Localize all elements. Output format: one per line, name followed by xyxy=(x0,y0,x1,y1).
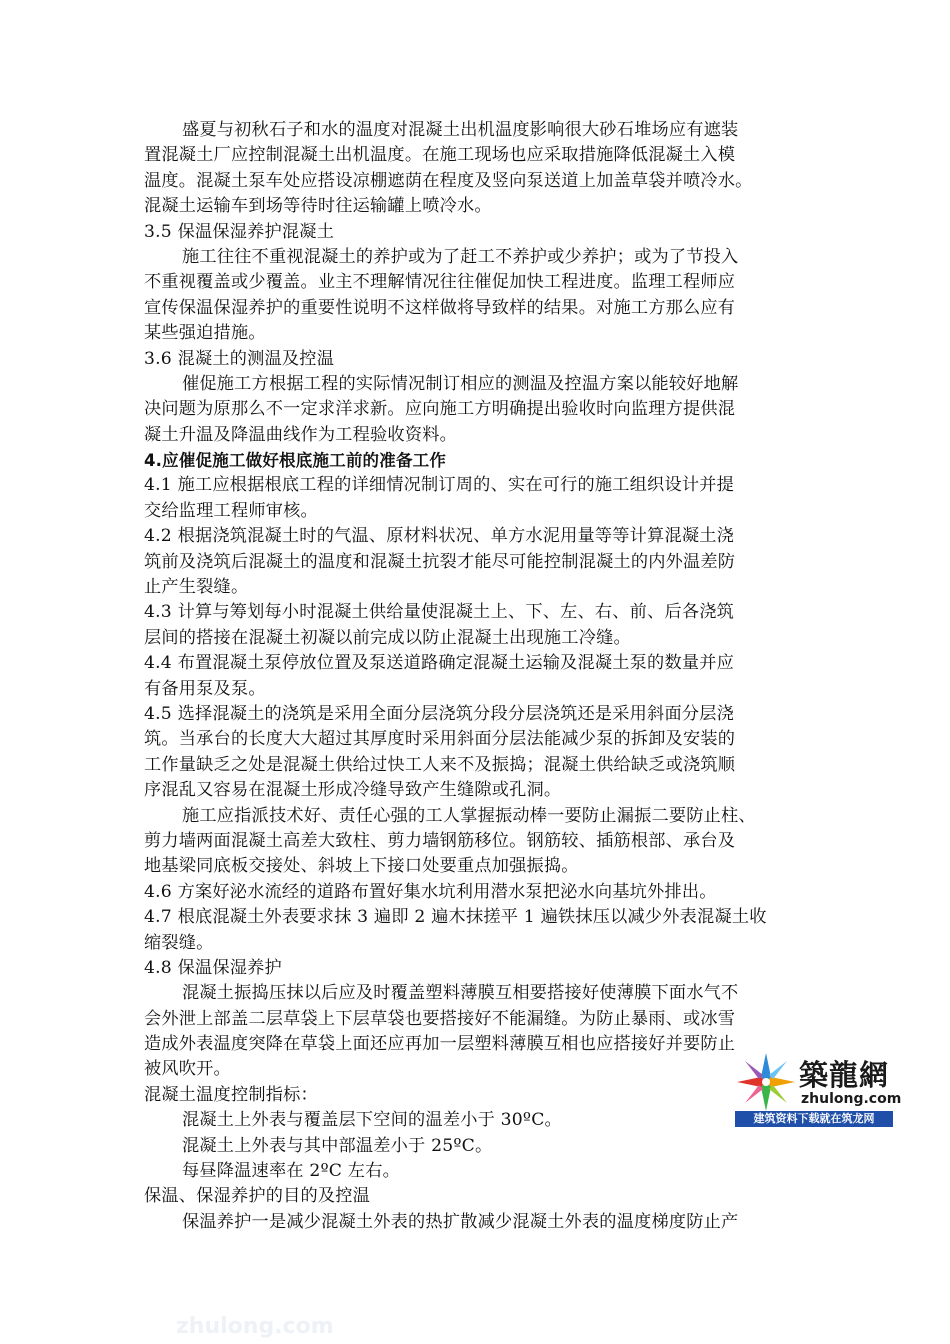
text-line: 4.4 布置混凝土泵停放位置及泵送道路确定混凝土运输及混凝土泵的数量并应 xyxy=(144,653,735,674)
text-line: 筑前及浇筑后混凝土的温度和混凝土抗裂才能尽可能控制混凝土的内外温差防 xyxy=(144,551,736,572)
text-line: 被风吹开。 xyxy=(144,1059,231,1080)
text-line: 某些强迫措施。 xyxy=(144,323,266,344)
zhulong-logo-icon xyxy=(735,1051,797,1113)
zhulong-logo xyxy=(735,1051,902,1127)
text-line: 交给监理工程师审核。 xyxy=(144,500,318,521)
text-line: 3.5 保温保湿养护混凝土 xyxy=(144,221,335,242)
text-line: 4.2 根据浇筑混凝土时的气温、原材料状况、单方水泥用量等等计算混凝土浇 xyxy=(144,526,735,547)
logo-name-cn: 築龍網 xyxy=(799,1058,890,1092)
text-line: 筑。当承台的长度大大超过其厚度时采用斜面分层法能减少泵的拆卸及安装的 xyxy=(144,729,736,750)
text-line: 置混凝土厂应控制混凝土出机温度。在施工现场也应采取措施降低混凝土入模 xyxy=(144,145,736,166)
text-line: 有备用泵及泵。 xyxy=(144,678,266,699)
text-line: 不重视覆盖或少覆盖。业主不理解情况往往催促加快工程进度。监理工程师应 xyxy=(144,272,736,293)
text-line: 4.7 根底混凝土外表要求抹 3 遍即 2 遍木抹搓平 1 遍铁抹压以减少外表混凝土收 xyxy=(144,907,767,928)
text-line: 混凝土振捣压抹以后应及时覆盖塑料薄膜互相要搭接好使薄膜下面水气不 xyxy=(182,983,739,1004)
text-line: 催促施工方根据工程的实际情况制订相应的测温及控温方案以能较好地解 xyxy=(182,373,739,394)
logo-tagline: 建筑资料下载就在筑龙网 xyxy=(735,1111,893,1127)
text-line: 会外泄上部盖二层草袋上下层草袋也要搭接好不能漏缝。为防止暴雨、或冰雪 xyxy=(144,1008,736,1029)
text-line: 混凝土上外表与覆盖层下空间的温差小于 30ºC。 xyxy=(182,1110,562,1131)
text-line: 宣传保温保湿养护的重要性说明不这样做将导致样的结果。对施工方那么应有 xyxy=(144,297,736,318)
document-body xyxy=(144,118,816,1235)
text-line: 3.6 混凝土的测温及控温 xyxy=(144,348,335,369)
text-line: 序混乱又容易在混凝土形成冷缝导致产生缝隙或孔洞。 xyxy=(144,780,562,801)
text-line: 凝土升温及降温曲线作为工程验收资料。 xyxy=(144,424,457,445)
section-heading: 4.应催促施工做好根底施工前的准备工作 xyxy=(144,451,447,471)
text-line: 每昼降温速率在 2ºC 左右。 xyxy=(182,1161,400,1182)
text-line: 施工应指派技术好、责任心强的工人掌握振动棒一要防止漏振二要防止柱、 xyxy=(182,805,756,826)
text-line: 4.5 选择混凝土的浇筑是采用全面分层浇筑分段分层浇筑还是采用斜面分层浇 xyxy=(144,703,735,724)
text-line: 工作量缺乏之处是混凝土供给过快工人来不及振捣；混凝土供给缺乏或浇筑顺 xyxy=(144,754,736,775)
text-line: 决问题为原那么不一定求洋求新。应向施工方明确提出验收时向监理方提供混 xyxy=(144,399,736,420)
text-line: 4.8 保温保湿养护 xyxy=(144,957,282,978)
text-line: 止产生裂缝。 xyxy=(144,577,249,598)
text-line: 缩裂缝。 xyxy=(144,932,214,953)
text-line: 造成外表温度突降在草袋上面还应再加一层塑料薄膜互相也应搭接好并要防止 xyxy=(144,1034,736,1055)
text-line: 4.6 方案好泌水流经的道路布置好集水坑利用潜水泵把泌水向基坑外排出。 xyxy=(144,881,717,902)
text-line: 混凝土上外表与其中部温差小于 25ºC。 xyxy=(182,1135,493,1156)
watermark: zhulong.com xyxy=(176,1314,334,1339)
text-line: 混凝土运输车到场等待时往运输罐上喷冷水。 xyxy=(144,196,492,217)
text-line: 4.3 计算与筹划每小时混凝土供给量使混凝土上、下、左、右、前、后各浇筑 xyxy=(144,602,735,623)
text-line: 保温养护一是减少混凝土外表的热扩散减少混凝土外表的温度梯度防止产 xyxy=(182,1211,739,1232)
text-line: 混凝土温度控制指标： xyxy=(144,1084,318,1105)
text-line: 温度。混凝土泵车处应搭设凉棚遮荫在程度及竖向泵送道上加盖草袋并喷冷水。 xyxy=(144,170,753,191)
text-line: 4.1 施工应根据根底工程的详细情况制订周的、实在可行的施工组织设计并提 xyxy=(144,475,735,496)
logo-name-en: zhulong.com xyxy=(801,1091,902,1107)
text-line: 层间的搭接在混凝土初凝以前完成以防止混凝土出现施工冷缝。 xyxy=(144,627,631,648)
text-line: 剪力墙两面混凝土高差大致柱、剪力墙钢筋移位。钢筋较、插筋根部、承台及 xyxy=(144,830,736,851)
text-line: 盛夏与初秋石子和水的温度对混凝土出机温度影响很大砂石堆场应有遮装 xyxy=(182,120,739,140)
text-line: 施工往往不重视混凝土的养护或为了赶工不养护或少养护；或为了节投入 xyxy=(182,246,739,267)
text-line: 地基梁同底板交接处、斜坡上下接口处要重点加强振捣。 xyxy=(144,856,579,877)
text-line: 保温、保湿养护的目的及控温 xyxy=(144,1186,371,1207)
